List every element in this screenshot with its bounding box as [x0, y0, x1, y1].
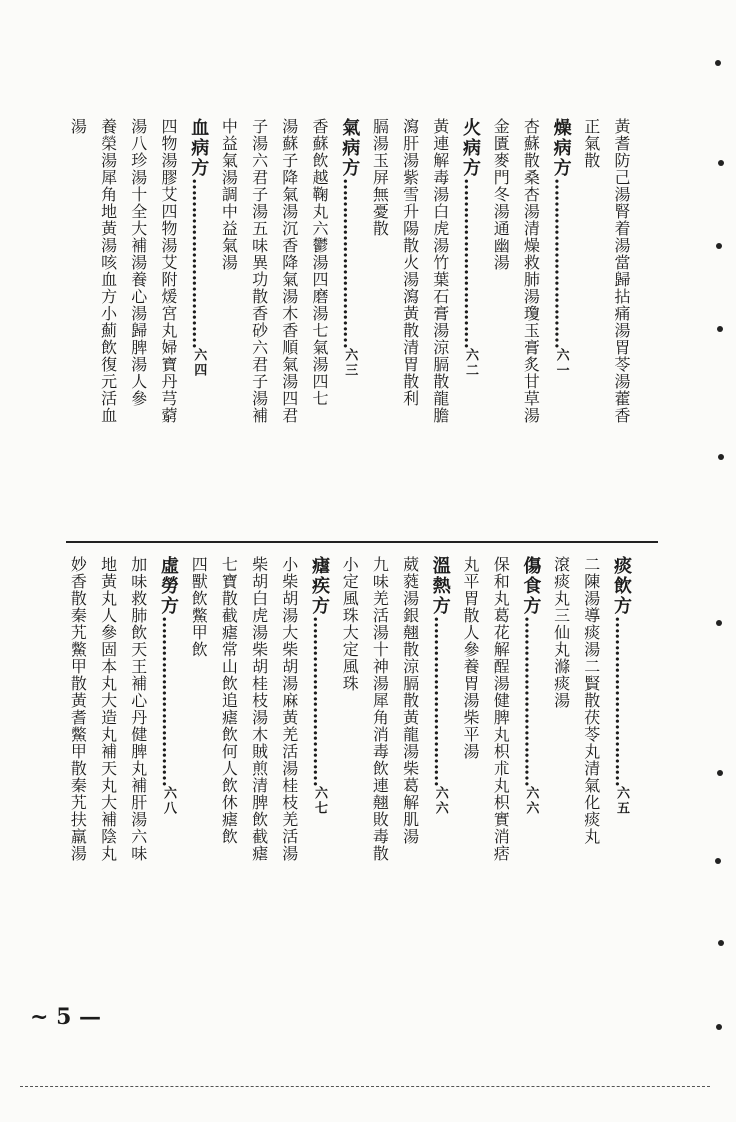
formula-name: 清脾飲 [249, 777, 269, 828]
formula-list-column [279, 118, 300, 538]
leader-dots: ………………………… [188, 178, 210, 348]
formula-name: 地黃丸 [98, 556, 118, 607]
formula-name: 子湯 [249, 118, 269, 152]
scan-speck [716, 243, 722, 249]
formula-name: 湯 [68, 118, 88, 135]
category-page-number: 六二 [463, 348, 478, 378]
formula-list-column [98, 118, 119, 538]
footer-rule [20, 1086, 710, 1087]
leader-dots: ………………………… [550, 178, 572, 348]
formula-name: 滌痰湯 [551, 658, 571, 709]
scan-speck [718, 940, 724, 946]
category-heading-column [158, 556, 179, 986]
formula-name: 升陽散火湯 [400, 203, 420, 288]
formula-name: 人參 [128, 373, 148, 407]
formula-list-column [369, 118, 390, 538]
formula-name: 大定風珠 [340, 624, 360, 692]
formula-list-column [400, 118, 421, 538]
formula-name: 黃連解毒湯 [430, 118, 450, 203]
page-number: ~ 5 — [30, 1004, 102, 1030]
formula-list-column [128, 556, 149, 986]
formula-name: 龍膽 [430, 390, 450, 424]
formula-name: 加味救肺飲 [128, 556, 148, 641]
formula-name: 健脾丸 [491, 692, 511, 743]
formula-name: 小柴胡湯 [279, 556, 299, 624]
category-page-number: 六五 [614, 786, 629, 816]
formula-list-column [581, 556, 602, 986]
formula-name: 養榮湯 [98, 118, 118, 169]
formula-name: 銀翹散 [400, 607, 420, 658]
formula-name: 健脾丸 [128, 726, 148, 777]
formula-name: 瓊玉膏 [521, 305, 541, 356]
formula-name: 六味 [128, 828, 148, 862]
formula-name: 四七 [310, 373, 329, 407]
formula-name: 清氣化痰丸 [581, 760, 601, 845]
formula-name: 黃耆鱉甲散 [68, 692, 88, 777]
category-title: 虛勞方 [158, 556, 179, 616]
formula-name: 補天丸 [98, 743, 118, 794]
formula-name: 正氣散 [581, 118, 601, 169]
leader-dots: ………………………… [429, 616, 451, 786]
category-heading-column [520, 556, 541, 986]
category-page-number: 六六 [523, 786, 539, 816]
formula-name: 秦艽扶羸湯 [68, 777, 88, 862]
category-title: 血病方 [188, 118, 210, 178]
category-title: 溫熱方 [429, 556, 451, 616]
formula-name: 黃龍湯 [400, 709, 420, 760]
leader-dots: ………………………… [309, 616, 330, 786]
scan-speck [715, 858, 721, 864]
category-title: 瘧疾方 [309, 556, 330, 616]
formula-list-column [249, 556, 270, 986]
formula-name: 通幽湯 [491, 220, 511, 271]
formula-name: 人參固本丸 [98, 607, 118, 692]
formula-name: 秦艽鱉甲散 [68, 607, 88, 692]
formula-name: 十神湯 [370, 641, 390, 692]
formula-name: 膠艾四物湯 [159, 169, 178, 254]
formula-name: 茯苓丸 [581, 709, 601, 760]
category-page-number: 六八 [161, 786, 176, 816]
section-divider-line [66, 541, 658, 543]
formula-name: 炙甘草湯 [521, 356, 541, 424]
category-heading-column [339, 118, 360, 538]
formula-name: 柴平湯 [461, 709, 480, 760]
category-heading-column [460, 118, 481, 538]
formula-name: 人參養胃湯 [461, 624, 480, 709]
scan-speck [715, 60, 721, 66]
formula-name: 芎藭 [159, 390, 178, 424]
formula-list-column [67, 118, 88, 538]
formula-name: 養心湯 [128, 271, 148, 322]
formula-name: 玉屏無憂散 [370, 152, 390, 237]
formula-name: 大柴胡湯 [279, 624, 299, 692]
formula-name: 何人飲 [219, 743, 239, 794]
category-title: 火病方 [460, 118, 481, 178]
formula-name: 柴胡桂枝湯 [249, 641, 269, 726]
formula-name: 滾痰丸 [551, 556, 571, 607]
category-page-number: 六一 [553, 348, 569, 378]
formula-name: 香蘇飲 [310, 118, 329, 169]
formula-list-column [249, 118, 270, 538]
formula-name: 連翹敗毒散 [370, 777, 390, 862]
formula-name: 平胃散 [461, 573, 480, 624]
formula-list-column [581, 118, 602, 538]
category-page-number: 六七 [312, 786, 327, 816]
formula-name: 犀角地黃湯 [98, 169, 118, 254]
category-title: 燥病方 [550, 118, 572, 178]
formula-name: 瀉肝湯 [400, 118, 420, 169]
formula-name: 涼膈散 [400, 658, 420, 709]
formula-list-column [279, 556, 300, 986]
formula-list-column [490, 118, 511, 538]
formula-name: 金匱麥門冬湯 [491, 118, 511, 220]
formula-name: 十全大補湯 [128, 186, 148, 271]
formula-name: 四物湯 [159, 118, 178, 169]
category-title: 傷食方 [520, 556, 542, 616]
formula-name: 五味異功散 [249, 220, 269, 305]
formula-list-column [309, 118, 330, 538]
category-title: 痰飲方 [611, 556, 632, 616]
formula-list-column [98, 556, 119, 986]
formula-name: 葳蕤湯 [400, 556, 420, 607]
formula-name: 清燥救肺湯 [521, 220, 541, 305]
formula-name: 導痰湯 [581, 607, 601, 658]
category-page-number: 六六 [432, 786, 448, 816]
formula-name: 三仙丸 [551, 607, 571, 658]
formula-name: 湯 [128, 118, 148, 135]
formula-name: 竹葉石膏湯 [430, 254, 450, 339]
formula-list-column [490, 556, 511, 986]
formula-list-column [218, 118, 239, 538]
formula-name: 涼膈散 [430, 339, 450, 390]
formula-name: 歸脾湯 [128, 322, 148, 373]
formula-name: 咳血方 [98, 254, 118, 305]
category-title: 氣病方 [339, 118, 361, 178]
formula-name: 四獸飲 [189, 556, 209, 607]
formula-list-column [218, 556, 239, 986]
formula-name: 丸 [461, 556, 480, 573]
formula-name: 當歸拈痛湯 [612, 254, 631, 339]
formula-name: 瀉黃散 [400, 288, 420, 339]
formula-list-column [128, 118, 149, 538]
scan-speck [718, 160, 724, 166]
leader-dots: ………………………… [339, 178, 361, 348]
formula-list-column [400, 556, 421, 986]
formula-name: 利 [400, 390, 420, 407]
formula-name: 黃耆防己湯 [612, 118, 631, 203]
formula-name: 四君 [279, 390, 299, 424]
formula-name: 小薊飲 [98, 305, 118, 356]
formula-name: 木香順氣湯 [279, 305, 299, 390]
formula-name: 杏蘇散 [521, 118, 541, 169]
scan-speck [717, 770, 723, 776]
formula-name: 休瘧飲 [219, 794, 239, 845]
formula-name: 婦寶丹 [159, 339, 178, 390]
formula-name: 二賢散 [581, 658, 601, 709]
formula-name: 沉香降氣湯 [279, 220, 299, 305]
formula-list-column [460, 556, 481, 986]
formula-name: 香砂六君子湯 [249, 305, 269, 407]
category-heading-column [551, 118, 572, 538]
formula-list-column [67, 556, 88, 986]
formula-name: 蘇子降氣湯 [279, 135, 299, 220]
leader-dots: ………………………… [611, 616, 632, 786]
category-heading-column [188, 118, 209, 538]
leader-dots: ………………………… [158, 616, 179, 786]
formula-name: 膈湯 [370, 118, 390, 152]
formula-name: 鱉甲飲 [189, 607, 209, 658]
formula-name: 柴胡白虎湯 [249, 556, 269, 641]
formula-name: 桑杏湯 [521, 169, 541, 220]
formula-name: 枳朮丸 [491, 743, 511, 794]
formula-list-column [430, 118, 451, 538]
formula-name: 九味羌活湯 [370, 556, 390, 641]
formula-list-column [158, 118, 179, 538]
formula-list-column [611, 118, 632, 538]
formula-name: 大造丸 [98, 692, 118, 743]
formula-list-column [520, 118, 541, 538]
formula-name: 大補陰丸 [98, 794, 118, 862]
scan-speck [718, 454, 724, 460]
formula-name: 小定風珠 [340, 556, 360, 624]
formula-name: 白虎湯 [430, 203, 450, 254]
formula-name: 復元活血 [98, 356, 118, 424]
formula-list-column [188, 556, 209, 986]
formula-name: 補肝湯 [128, 777, 148, 828]
scan-speck [716, 1024, 722, 1030]
formula-name: 六鬱湯 [310, 220, 329, 271]
formula-name: 犀角消毒飲 [370, 692, 390, 777]
leader-dots: ………………………… [520, 616, 542, 786]
formula-name: 截瘧 [249, 828, 269, 862]
formula-name: 胃苓湯 [612, 339, 631, 390]
formula-list-column [369, 556, 390, 986]
leader-dots: ………………………… [460, 178, 481, 348]
formula-name: 柴葛解肌湯 [400, 760, 420, 845]
formula-name: 保和丸 [491, 556, 511, 607]
formula-name: 八珍湯 [128, 135, 148, 186]
formula-name: 艾附煖宮丸 [159, 254, 178, 339]
formula-name: 截瘧常山飲 [219, 607, 239, 692]
formula-list-column [339, 556, 360, 986]
formula-name: 六君子湯 [249, 152, 269, 220]
formula-name: 清胃散 [400, 339, 420, 390]
formula-name: 麻黃羌活湯 [279, 692, 299, 777]
formula-name: 二陳湯 [581, 556, 601, 607]
formula-name: 木賊煎 [249, 726, 269, 777]
formula-name: 藿香 [612, 390, 631, 424]
formula-name: 七寶散 [219, 556, 239, 607]
category-heading-column [430, 556, 451, 986]
scan-speck [717, 326, 723, 332]
formula-name: 桂枝羌活湯 [279, 777, 299, 862]
formula-name: 妙香散 [68, 556, 88, 607]
formula-name: 天王補心丹 [128, 641, 148, 726]
category-page-number: 六三 [342, 348, 358, 378]
formula-name: 中益氣湯 [219, 118, 239, 186]
formula-list-column [551, 556, 572, 986]
formula-name: 越鞠丸 [310, 169, 329, 220]
formula-name: 七氣湯 [310, 322, 329, 373]
formula-name: 枳實消痞 [491, 794, 511, 862]
formula-name: 補 [249, 407, 269, 424]
formula-name: 四磨湯 [310, 271, 329, 322]
formula-name: 葛花解酲湯 [491, 607, 511, 692]
formula-name: 追瘧飲 [219, 692, 239, 743]
scan-speck [716, 620, 722, 626]
category-page-number: 六四 [191, 348, 207, 378]
formula-name: 湯 [279, 118, 299, 135]
formula-name: 調中益氣湯 [219, 186, 239, 271]
category-heading-column [611, 556, 632, 986]
formula-name: 紫雪 [400, 169, 420, 203]
category-heading-column [309, 556, 330, 986]
formula-name: 腎着湯 [612, 203, 631, 254]
